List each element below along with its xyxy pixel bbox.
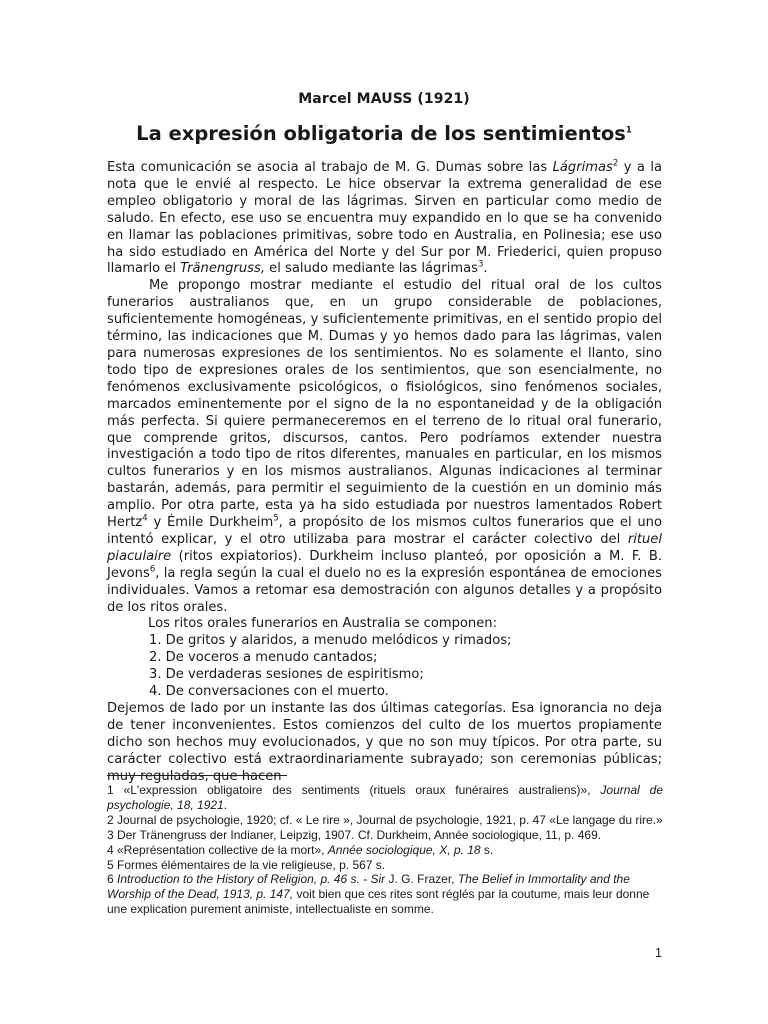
- list-item: 4. De conversaciones con el muerto.: [149, 684, 389, 700]
- text-run: .: [483, 261, 488, 277]
- title-footnote-ref[interactable]: 1: [625, 125, 632, 136]
- list-item: 2. De voceros a menudo cantados;: [149, 650, 378, 666]
- author-line: Marcel MAUSS (1921): [298, 91, 470, 107]
- text-run: (ritos expiatorios). Durkheim incluso planteó, por oposición a M. F. B. Jevons: [107, 548, 662, 581]
- emphasis: Lágrimas: [552, 160, 613, 175]
- title-text: La expresión obligatoria de los sentimientos: [136, 122, 626, 145]
- list-item: 3. De verdaderas sesiones de espiritismo;: [149, 667, 424, 683]
- text-run: J. G. Frazer,: [385, 872, 458, 887]
- page-number: 1: [655, 946, 662, 960]
- footnote-6: [107, 872, 663, 917]
- footnote-1: [107, 783, 663, 813]
- emphasis: Introduction to the History of Religion, p. 46 s. - Sir: [117, 872, 386, 887]
- footnote-ref[interactable]: 5: [273, 513, 279, 524]
- body-text: [107, 160, 662, 786]
- text-run: .: [223, 797, 228, 812]
- text-run: 1 «L'expression obligatoire des sentiments (rituels oraux funéraires australiens)»,: [107, 783, 601, 797]
- text-run: y a la nota que le envié al respecto. Le hice observar la extrema generalidad de ese empleo obligatorio y moral de las lágrimas. Sirven en particular como medio de saludo. En efecto, ese uso se encuentra muy expandido en lo que se ha convenido en llamar las poblaciones primitivas, sobre todo en Australia, en Polinesia; ese uso ha sido estudiado en América del Norte y del Sur por M. Friederici, quien propuso llamarlo el: [107, 160, 663, 277]
- text-run: , la regla según la cual el duelo no es la expresión espontánea de emociones individuales. Vamos a retomar esa demostración con algunos detalles y a propósito de los ritos orales.: [107, 565, 662, 615]
- emphasis: Année sociologique, X, p. 18: [327, 842, 481, 857]
- page-title: [0, 122, 768, 145]
- footnote-ref[interactable]: 4: [142, 513, 148, 524]
- footnote-5: 5 Formes élémentaires de la vie religieuse, p. 567 s.: [107, 857, 386, 872]
- text-run: Me propongo mostrar mediante el estudio del ritual oral de los cultos funerarios australianos que, en un grupo considerable de poblaciones, suficientemente homogéneas, y suficientemente primitivas, en el sentido propio del término, las indicaciones que M. Dumas y yo hemos dado para las lágrimas, valen para numerosas expresiones de los sentimientos. No es solamente el llanto, sino todo tipo de expresiones orales de los sentimientos, que son esencialmente, no fenómenos exclusivamente psicológicos, o fisiológicos, sino fenómenos sociales, marcados eminentemente por el signo de la no espontaneidad y de la obligación más perfecta. Si quiere permaneceremos en el terreno de lo ritual oral funerario, que comprende gritos, discursos, cantos. Pero podríamos extender nuestra investigación a todo tipo de ritos diferentes, manuales en particular, en los mismos cultos funerarios y en los mismos australianos. Algunas indicaciones al terminar bastarán, además, para permitir el seguimiento de la cuestión en un dominio más amplio. Por otra parte, esta ya ha sido estudiada por nuestros lamentados Robert Hertz: [107, 278, 662, 531]
- list-item: 1. De gritos y alaridos, a menudo melódicos y rimados;: [149, 633, 512, 649]
- footnote-separator: [107, 775, 287, 776]
- emphasis: rituel piaculaire: [107, 531, 662, 564]
- text-run: voit bien que ces rites sont réglés par la coutume, mais leur donne une explication purement animiste, intellectualiste en somme.: [107, 887, 650, 917]
- text-run: y Émile Durkheim: [147, 515, 274, 531]
- paragraph-3: Dejemos de lado por un instante las dos últimas categorías. Esa ignorancia no deja de tener inconvenientes. Estos comienzos del culto de los muertos propiamente dicho son hechos muy evolucionados, y que no son muy típicos. Por otra parte, su carácter colectivo está extraordinariamente subrayado; son ceremonias públicas; muy reguladas, que hacen: [107, 701, 662, 784]
- footnote-ref[interactable]: 3: [477, 260, 484, 271]
- text-run: 6: [107, 872, 118, 887]
- footnote-4: [107, 843, 663, 858]
- list-intro: Los ritos orales funerarios en Australia se componen:: [148, 616, 497, 632]
- text-run: 4 «Représentation collective de la mort»,: [107, 842, 328, 857]
- paragraph-1: [107, 160, 662, 278]
- text-run: s.: [480, 842, 494, 857]
- emphasis: Journal de psychologie, 18, 1921: [107, 783, 664, 812]
- emphasis: Tränengruss,: [180, 261, 265, 277]
- text-run: el saludo mediante las lágrimas: [264, 261, 478, 277]
- footnotes: [107, 783, 663, 917]
- text-run: Esta comunicación se asocia al trabajo de M. G. Dumas sobre las: [107, 160, 553, 175]
- text-run: , a propósito de los mismos cultos funerarios que el uno intentó explicar, y el otro utilizaba para mostrar el carácter colectivo del: [107, 515, 662, 547]
- footnote-ref[interactable]: 2: [612, 158, 619, 169]
- footnote-2: 2 Journal de psychologie, 1920; cf. « Le rire », Journal de psychologie, 1921, p. 47 «Le langage du rire.»: [107, 812, 663, 827]
- footnote-ref[interactable]: 6: [149, 564, 156, 575]
- paragraph-2: [107, 278, 662, 616]
- rites-list: [149, 633, 662, 701]
- emphasis: The Belief in Immortality and the Worship of the Dead, 1913, p. 147,: [107, 872, 630, 902]
- footnote-3: 3 Der Tränengruss der Indianer, Leipzig, 1907. Cf. Durkheim, Année sociologique, 11, p. 469.: [107, 827, 602, 842]
